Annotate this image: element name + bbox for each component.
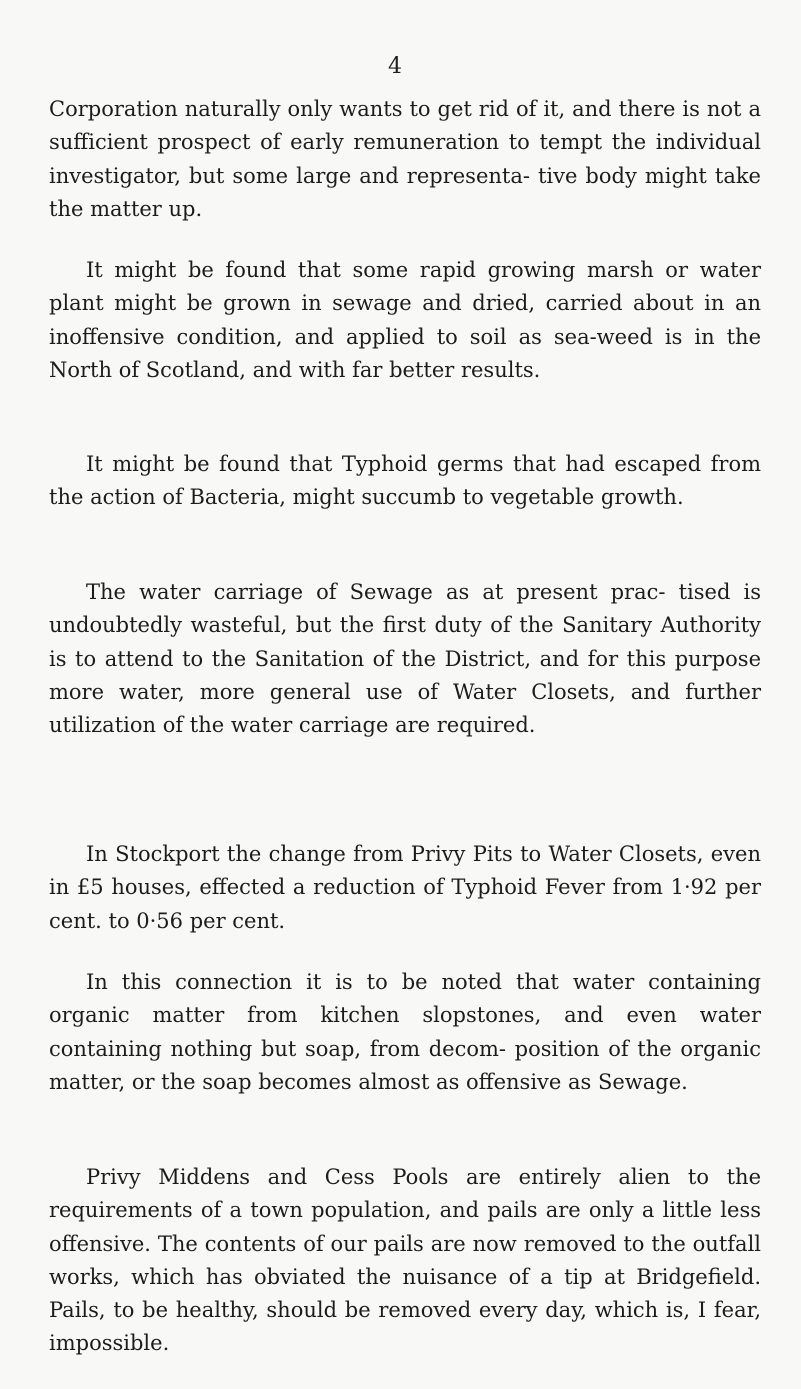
- paragraph-6: [49, 966, 761, 1099]
- page-number: 4: [388, 54, 402, 79]
- paragraph-text: It might be found that Typhoid germs that had escaped from the action of Bacteria, might succumb to vegetable growth.: [49, 452, 761, 510]
- paragraph-text: In this connection it is to be noted that water containing organic matter from kitchen slopstones, and even water containing nothing but soap, from decom- position of the organic matter, or the soap becomes almost as offensive as Sewage.: [49, 970, 761, 1094]
- paragraph-2: [49, 254, 761, 387]
- paragraph-3: [49, 448, 761, 515]
- paragraph-4: [49, 576, 761, 742]
- paragraph-5: [49, 838, 761, 938]
- paragraph-text: Privy Middens and Cess Pools are entirely alien to the requirements of a town population, and pails are only a little less offensive. The contents of our pails are now removed to the outfall works, which has obviated the nuisance of a tip at Bridgefield. Pails, to be healthy, should be removed every day, which is, I fear, impossible.: [49, 1165, 761, 1356]
- paragraph-7: [49, 1161, 761, 1361]
- paragraph-text: In Stockport the change from Privy Pits to Water Closets, even in £5 houses, effected a reduction of Typhoid Fever from 1·92 per cent. to 0·56 per cent.: [49, 842, 761, 933]
- paragraph-1: [49, 93, 761, 226]
- paragraph-text: It might be found that some rapid growing marsh or water plant might be grown in sewage and dried, carried about in an inoffensive condition, and applied to soil as sea-weed is in the North of Scotland, and with far better results.: [49, 258, 761, 382]
- paragraph-text: Corporation naturally only wants to get rid of it, and there is not a sufficient prospect of early remuneration to tempt the individual investigator, but some large and representa- tive body might take the matter up.: [49, 97, 761, 221]
- paragraph-text: The water carriage of Sewage as at present prac- tised is undoubtedly wasteful, but the first duty of the Sanitary Authority is to attend to the Sanitation of the District, and for this purpose more water, more general use of Water Closets, and further utilization of the water carriage are required.: [49, 580, 761, 738]
